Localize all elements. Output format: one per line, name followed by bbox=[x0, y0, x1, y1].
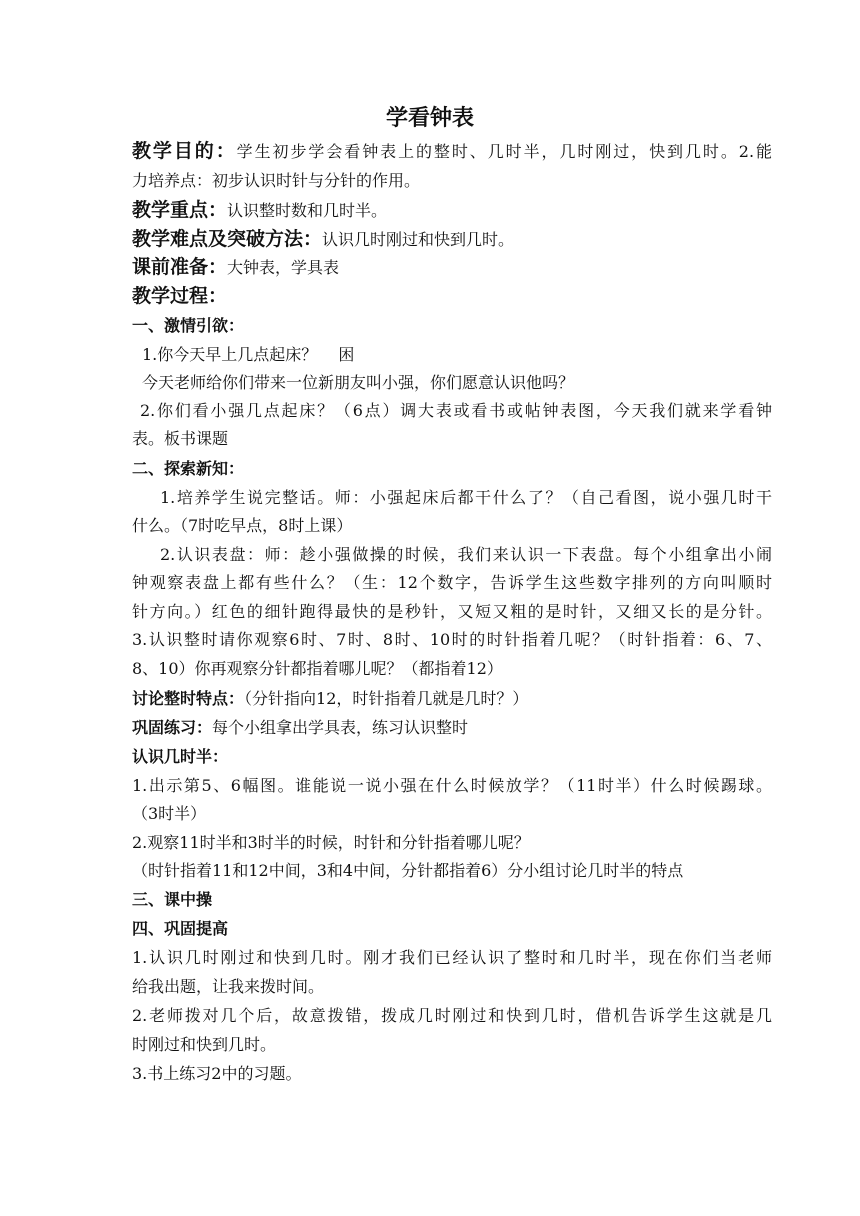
half-hour-line-1: 1.出示第5、6幅图。谁能说一说小强在什么时候放学？（11时半）什么时候踢球。 bbox=[132, 776, 772, 795]
objectives-text-2: 力培养点：初步认识时针与分针的作用。 bbox=[132, 171, 421, 190]
section-2-line-3: 2.认识表盘：师：趁小强做操的时候，我们来认识一下表盘。每个小组拿出小闹 bbox=[160, 545, 772, 564]
document-title: 学看钟表 bbox=[385, 105, 474, 131]
focus-text: 认识整时数和几时半。 bbox=[227, 201, 388, 220]
half-hour-line-2: （3时半） bbox=[132, 804, 207, 823]
section-1-line-4: 表。板书课题 bbox=[132, 429, 229, 448]
difficulty-line bbox=[132, 224, 772, 255]
section-2-line-1: 1.培养学生说完整话。师：小强起床后都干什么了？（自己看图，说小强几时干 bbox=[160, 488, 772, 507]
section-1-line-2: 今天老师给你们带来一位新朋友叫小强，你们愿意认识他吗？ bbox=[142, 373, 575, 392]
practice-label: 巩固练习： bbox=[132, 718, 213, 737]
section-4-line-2: 给我出题，让我来拨时间。 bbox=[132, 977, 325, 996]
focus-line bbox=[132, 195, 772, 226]
objectives-label: 教学目的： bbox=[132, 140, 237, 162]
objectives-text-1: 学生初步学会看钟表上的整时、几时半，几时刚过，快到几时。2.能 bbox=[236, 142, 772, 161]
discussion-text: （分针指向12，时针指着几就是几时？） bbox=[244, 689, 529, 708]
section-3-heading: 三、课中操 bbox=[132, 890, 213, 909]
focus-label: 教学重点： bbox=[132, 199, 228, 221]
half-hour-heading: 认识几时半： bbox=[132, 747, 229, 766]
section-2-line-4: 钟观察表盘上都有些什么？（生：12个数字，告诉学生这些数字排列的方向叫顺时 bbox=[132, 573, 772, 592]
section-1-heading: 一、激情引欲： bbox=[132, 316, 245, 335]
practice-text: 每个小组拿出学具表，练习认识整时 bbox=[212, 718, 469, 737]
practice-line bbox=[132, 713, 772, 743]
section-2-line-2: 什么。（7时吃早点，8时上课） bbox=[132, 516, 353, 535]
section-4-line-5: 3.书上练习2中的习题。 bbox=[132, 1064, 302, 1083]
section-2-line-5: 针方向。）红色的细针跑得最快的是秒针，又短又粗的是时针，又细又长的是分针。 bbox=[132, 602, 772, 621]
section-1-line-1: 1.你今天早上几点起床？ 困 bbox=[142, 345, 355, 364]
section-4-line-4: 时刚过和快到几时。 bbox=[132, 1035, 277, 1054]
discussion-label: 讨论整时特点： bbox=[132, 689, 245, 708]
process-label: 教学过程： bbox=[132, 285, 228, 307]
difficulty-label: 教学难点及突破方法： bbox=[132, 228, 323, 250]
discussion-line bbox=[132, 684, 772, 714]
prep-label: 课前准备： bbox=[132, 256, 228, 278]
prep-text: 大钟表，学具表 bbox=[227, 258, 340, 277]
section-4-heading: 四、巩固提高 bbox=[132, 919, 229, 938]
half-hour-line-3: 2.观察11时半和3时半的时候，时针和分针指着哪儿呢？ bbox=[132, 833, 530, 852]
section-4-line-3: 2.老师拨对几个后，故意拨错，拨成几时刚过和快到几时，借机告诉学生这就是几 bbox=[132, 1006, 772, 1025]
difficulty-text: 认识几时刚过和快到几时。 bbox=[322, 230, 515, 249]
prep-line bbox=[132, 252, 772, 283]
half-hour-line-4: （时针指着11和12中间，3和4中间，分针都指着6）分小组讨论几时半的特点 bbox=[132, 861, 684, 880]
objectives-line-1 bbox=[132, 136, 772, 167]
section-2-line-7: 8、10）你再观察分针都指着哪儿呢？（都指着12） bbox=[132, 659, 503, 678]
section-1-line-3: 2.你们看小强几点起床？（6点）调大表或看书或帖钟表图，今天我们就来学看钟 bbox=[140, 401, 772, 420]
section-2-heading: 二、探索新知： bbox=[132, 459, 245, 478]
section-4-line-1: 1.认识几时刚过和快到几时。刚才我们已经认识了整时和几时半，现在你们当老师 bbox=[132, 948, 772, 967]
section-2-line-6: 3.认识整时请你观察6时、7时、8时、10时的时针指着几呢？（时针指着：6、7、 bbox=[132, 630, 772, 649]
